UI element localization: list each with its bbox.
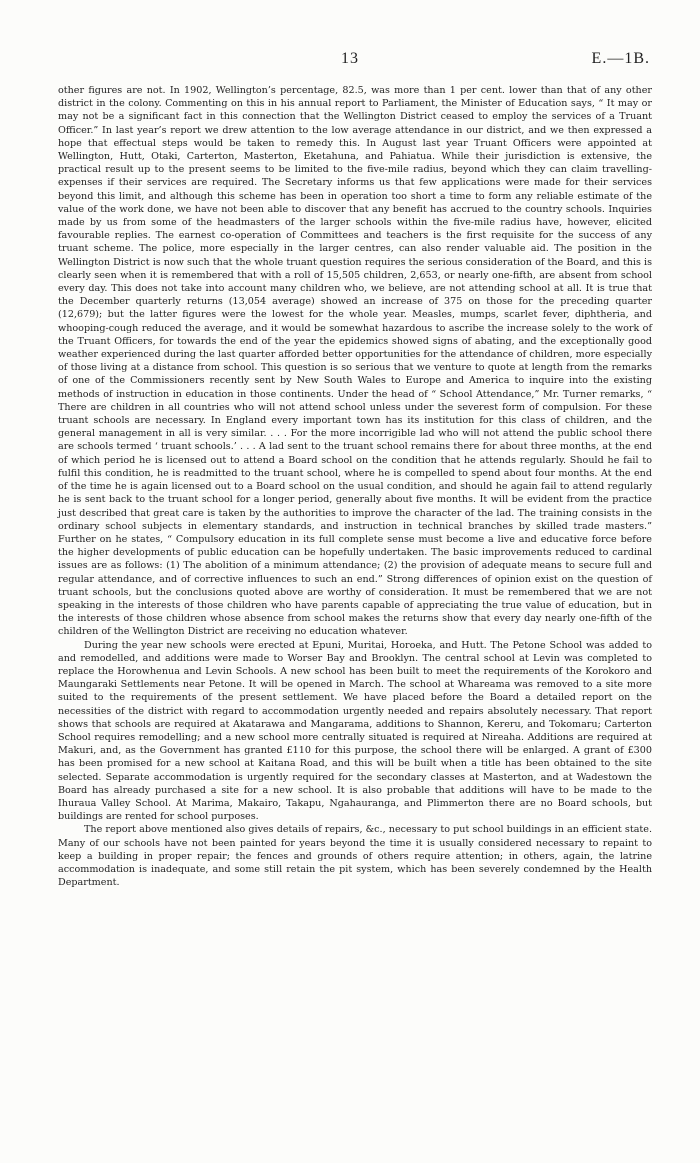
document-reference: E.—1B. (591, 50, 650, 67)
paragraph-truant-officers: other figures are not. In 1902, Wellington’s percentage, 82.5, was more than 1 per cent. lower than that of any other district in the colony. Commenting on this in his annual report to Parliament, the Minister of Education says, “ It may or may not be a significant fact in this connection that the Wellington District ceased to employ the services of a Truant Officer.” In last year’s report we drew attention to the low average attendance in our district, and we then expressed a hope that effectual steps would be taken to remedy this. In August last year Truant Officers were appointed at Wellington, Hutt, Otaki, Carterton, Masterton, Eketahuna, and Pahiatua. While their jurisdiction is extensive, the practical result up to the present seems to be limited to the five-mile radius, beyond which they can claim travelling-expenses if their services are required. The Secretary informs us that few applications were made for their services beyond this limit, and although this scheme has been in operation too short a time to form any reliable estimate of the value of the work done, we have not been able to discover that any benefit has accrued to the country schools. Inquiries made by us from some of the headmasters of the larger schools within the five-mile radius have, however, elicited favourable replies. The earnest co-operation of Committees and teachers is the first requisite for the success of any truant scheme. The police, more especially in the larger centres, can also render valuable aid. The position in the Wellington District is now such that the whole truant question requires the serious consideration of the Board, and this is clearly seen when it is remembered that with a roll of 15,505 children, 2,653, or nearly one-fifth, are absent from school every day. This does not take into account many children who, we believe, are not attending school at all. It is true that the December quarterly returns (13,054 average) showed an increase of 375 on those for the preceding quarter (12,679); but the latter figures were the lowest for the whole year. Measles, mumps, scarlet fever, diphtheria, and whooping-cough reduced the average, and it would be somewhat hazardous to ascribe the increase solely to the work of the Truant Officers, for towards the end of the year the epidemics showed signs of abating, and the exceptionally good weather experienced during the last quarter afforded better opportunities for the attendance of children, more especially of those living at a distance from school. This question is so serious that we venture to quote at length from the remarks of one of the Commissioners recently sent by New South Wales to Europe and America to inquire into the existing methods of instruction in education in those continents. Under the head of “ School Attendance,” Mr. Turner remarks, “ There are children in all countries who will not attend school unless under the severest form of compulsion. For these truant schools are necessary. In England every important town has its institution for this class of children, and the general management in all is very similar. . . . For the more incorrigible lad who will not attend the public school there are schools termed ‘ truant schools.’ . . . A lad sent to the truant school remains there for about three months, at the end of which period he is licensed out to attend a Board school on the condition that he attends regularly. Should he fail to fulfil this condition, he is readmitted to the truant school, where he is compelled to spend about four months. At the end of the time he is again licensed out to a Board school on the usual condition, and should he again fail to attend regularly he is sent back to the truant school for a longer period, generally about five months. It will be evident from the practice just described that great care is taken by the authorities to improve the character of the lad. The training consists in the ordinary school subjects in elementary standards, and instruction in technical branches by skilled trade masters.” Further on he states, “ Compulsory education in its full complete sense must become a live and educative force before the higher developments of public education can be hopefully undertaken. The basic improvements reduced to cardinal issues are as follows: (1) The abolition of a minimum attendance; (2) the provision of adequate means to secure full and regular attendance, and of corrective influences to such an end.” Strong differences of opinion exist on the question of truant schools, but the conclusions quoted above are worthy of consideration. It must be remembered that we are not speaking in the interests of those children who have parents capable of appreciating the true value of education, but in the interests of those children whose absence from school makes the returns show that every day nearly one-fifth of the children of the Wellington District are receiving no education whatever. (58, 85, 652, 638)
paragraph-repairs: The report above mentioned also gives details of repairs, &c., necessary to put school buildings in an efficient state. Many of our schools have not been painted for years beyond the time it is usually considered necessary to repaint to keep a building in proper repair; the fences and grounds of others require attention; in others, again, the latrine accommodation is inadequate, and some still retain the pit system, which has been severely condemned by the Health Department. (58, 824, 652, 889)
body-text (58, 84, 652, 889)
paragraph-new-schools: During the year new schools were erected at Epuni, Muritai, Horoeka, and Hutt. The Petone School was added to and remodelled, and additions were made to Worser Bay and Brooklyn. The central school at Levin was completed to replace the Horowhenua and Levin Schools. A new school has been built to meet the requirements of the Korokoro and Maungaraki Settlements near Petone. It will be opened in March. The school at Whareama was removed to a site more suited to the requirements of the present settlement. We have placed before the Board a detailed report on the necessities of the district with regard to accommodation urgently needed and repairs absolutely necessary. That report shows that schools are required at Akatarawa and Mangarama, additions to Shannon, Kereru, and Tokomaru; Carterton School requires remodelling; and a new school more centrally situated is required at Nireaha. Additions are required at Makuri, and, as the Government has granted £110 for this purpose, the school there will be enlarged. A grant of £300 has been promised for a new school at Kaitana Road, and this will be built when a title has been obtained to the site selected. Separate accommodation is urgently required for the secondary classes at Masterton, and at Wadestown the Board has already purchased a site for a new school. It is also probable that additions will have to be made to the Ihuraua Valley School. At Marima, Makairo, Takapu, Ngahauranga, and Plimmerton there are no Board schools, but buildings are rented for school purposes. (58, 639, 652, 823)
page-number: 13 (341, 50, 359, 67)
